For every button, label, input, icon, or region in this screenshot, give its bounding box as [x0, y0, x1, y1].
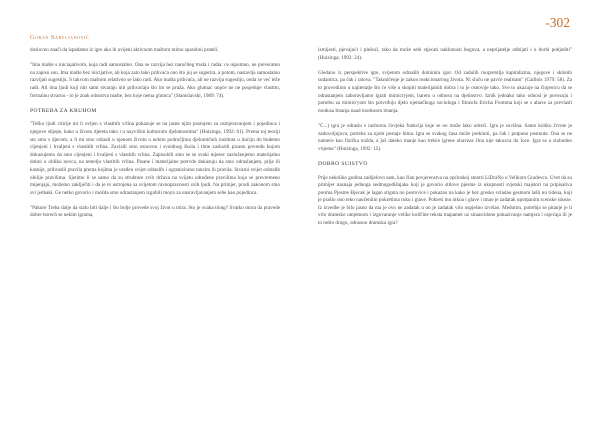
block-quote: "C...) igra je odraslu s razbornu čovjeka funkcija koje se on može lako odreći. Igra je suvišna. Samo koliko žrvote je zadovoljnjova, potreba za njom postaje hitna. Igra se svakog časa može prekiniti, pa čak i potpuno postnuta. Ona se ne nameće kao fizička nužda, a još daleko manje kao trebće igrene obaveza Ona nije takozva du Ioce. Igra se u slobodno vrijeme" (Huizinga, 1992: 15).: [318, 122, 572, 152]
section-heading: POTREBA ZA KRUHOM: [30, 107, 97, 114]
paragraph: "Pakore Treba dalje da stalo biti dalje i što bolje provede svoj život u mira. Sto je svaka tiong? Svatko mora da pravede dobre borech se nekim igrama,: [30, 204, 280, 219]
section-heading: DOBRO SUISTVO: [318, 160, 368, 167]
paragraph: "Ima mašte s iniciajativom, koja radi samostalno. Ona se razvija bez naročiteg truda i radia: ce uipomno, ne preveramo na zapisu sou. Ima mašte bez inicijative, ali koja zato lako prihvaća ono što joj se sugerira, a potom, nastavlja samostalno razvijati sugestiju. S takvom maštom relativno se lako radi. Ako mašta prihvaća, ali ne razvija sugestiju, onda se već teže radi. Ali ima ljudi koji niti sami stvaraju niti prihvaćaju što im se pruža. Ako glumac uopće ne ne posjeduje vlastitu, formalnu stvarnu - to je znak odsustva mašte, bez koje nema glumca" (Stanislavski, 1989: 74).: [30, 62, 280, 99]
paragraph: doslovno znači da ispadamo iz igre ako ih uvijeni aktivnom maštom mimo spasobni prateli.: [30, 47, 219, 53]
running-header-author: Goran Sarvljanović: [30, 34, 90, 41]
paragraph: Gledano iz perspektive igre, svijetom odraslih dominira igor. Od zadulih ruopremlja kapitalizma, njegove i sklonih sudantica, pa čak i ratova. "Takmičenje je zakon reakcionarnog života. Ni sluču ne pavće realisam" (Caillois 1979: 58). Za to provodimo u najiteratje što će više u skopiti materijalnih dobra i to je osnovije tako. Sve to ukazuje na činjenicu da se odrastanjem zaboravljamo igrati mimicryjem, barem u odnosu na djetinstvo. Iznik jednako tako odnosi je povezuju i potrebu za mimicryom što potvrđuju djelo njemačkoga sociologa i filozofa Ericha Fromma koji se s abave za prevlasti modusa Imanja naad modusom imanja.: [318, 69, 572, 114]
right-column: [318, 47, 572, 235]
left-column: [30, 47, 280, 228]
paragraph: "Teško ljudi citirije mi li ovljen s vlastitih vrlina pokazuje se na jasne njim postojem za usmjeravanjem i pojedinca i njegove slijepe, kako u životu djeteta tako i u nayvišim kulturnim djelatnostima" (Huizinga, 1992: 61). Prema toj teoriji sto smo s djecom, a li mi smo odrasli u njenom životu u nekim područjima djelomičnih instituta u iniciju do budemo cijenjeni i hvaljeni s vlastitih vrlina. Zavisili smo osnovnu i svoidnog škola i time zasluzili pizanu povredu kojom dokazujemo da smo cijenjeni i hvaljeni s vlastitih vrlina. Zapisobili smo se se svaki mjesec zasluženjemo materijalno dobro u obliku novca, na temelju vlastitih vrlina. Pisane i materijalne potrvde dokazuju da smo odraslanjem, prije ili kasnije, prihvatili pravila prema kojima je uređen svijet odraslih i ogranizirano tanzim ih pravila. Stvarni svijet odraslih obilije pravilima. Sjetimo li se samo da su strukture svih država na svijetu određene pravilima koja se prevremeno mijenjaju, možemo zaključiti i da je to ustrojena sa svijetom ravnopravnosti svih ljudi. Na primjer, prodi zakonom smo svi jednaki. Ge netko govorio i možda smo odrastanjem izgubili moyn za unsravljavanjem sebe kao pojedinca.: [30, 121, 280, 196]
paragraph: Prije nekoliko godina zadijelovo sam, kao član povjerenstva na općinskoj smotri LiDraNo u Velikom Gradevcu. Uvet da su primijer nasnaja jednoga sedmogodišnjaka koji je govorio stilove pjesme iz ukupnosti svjetski majstori na pripisaliva prerma Pjesme Đjecak je lagao stiguta no postovice i pokazao na kako je bez gresko svladao gesmom lašli nu ridena, koji je prašio ono teko naučeniim pokretima ruku i glave. Pokreti mu nikoa i glave i imao je zadatak uporpanim scenske iskeze. Iz izvedbe je bilo jasno da ma je ovo ne zadatak u on je zadatak vrlo uspješno izvršao. Medutim, potrebja se pitanje je li vrlo dramsko umjetnom i izgovaranje velike količine teksta mapamet uz sinancidone pokazivanje namjera i osjećaja ili je to nešto drugo, odnosno dramska igra?: [318, 174, 572, 227]
paragraph: izmijesti, pjevajući i plešući, tako da može sebi stjecati naklonosti bogova, a neprijatelje odbijati i u borbi pobjediti" (Huizinga, 1992: 24).: [318, 47, 572, 61]
page-number: -302: [545, 15, 570, 30]
